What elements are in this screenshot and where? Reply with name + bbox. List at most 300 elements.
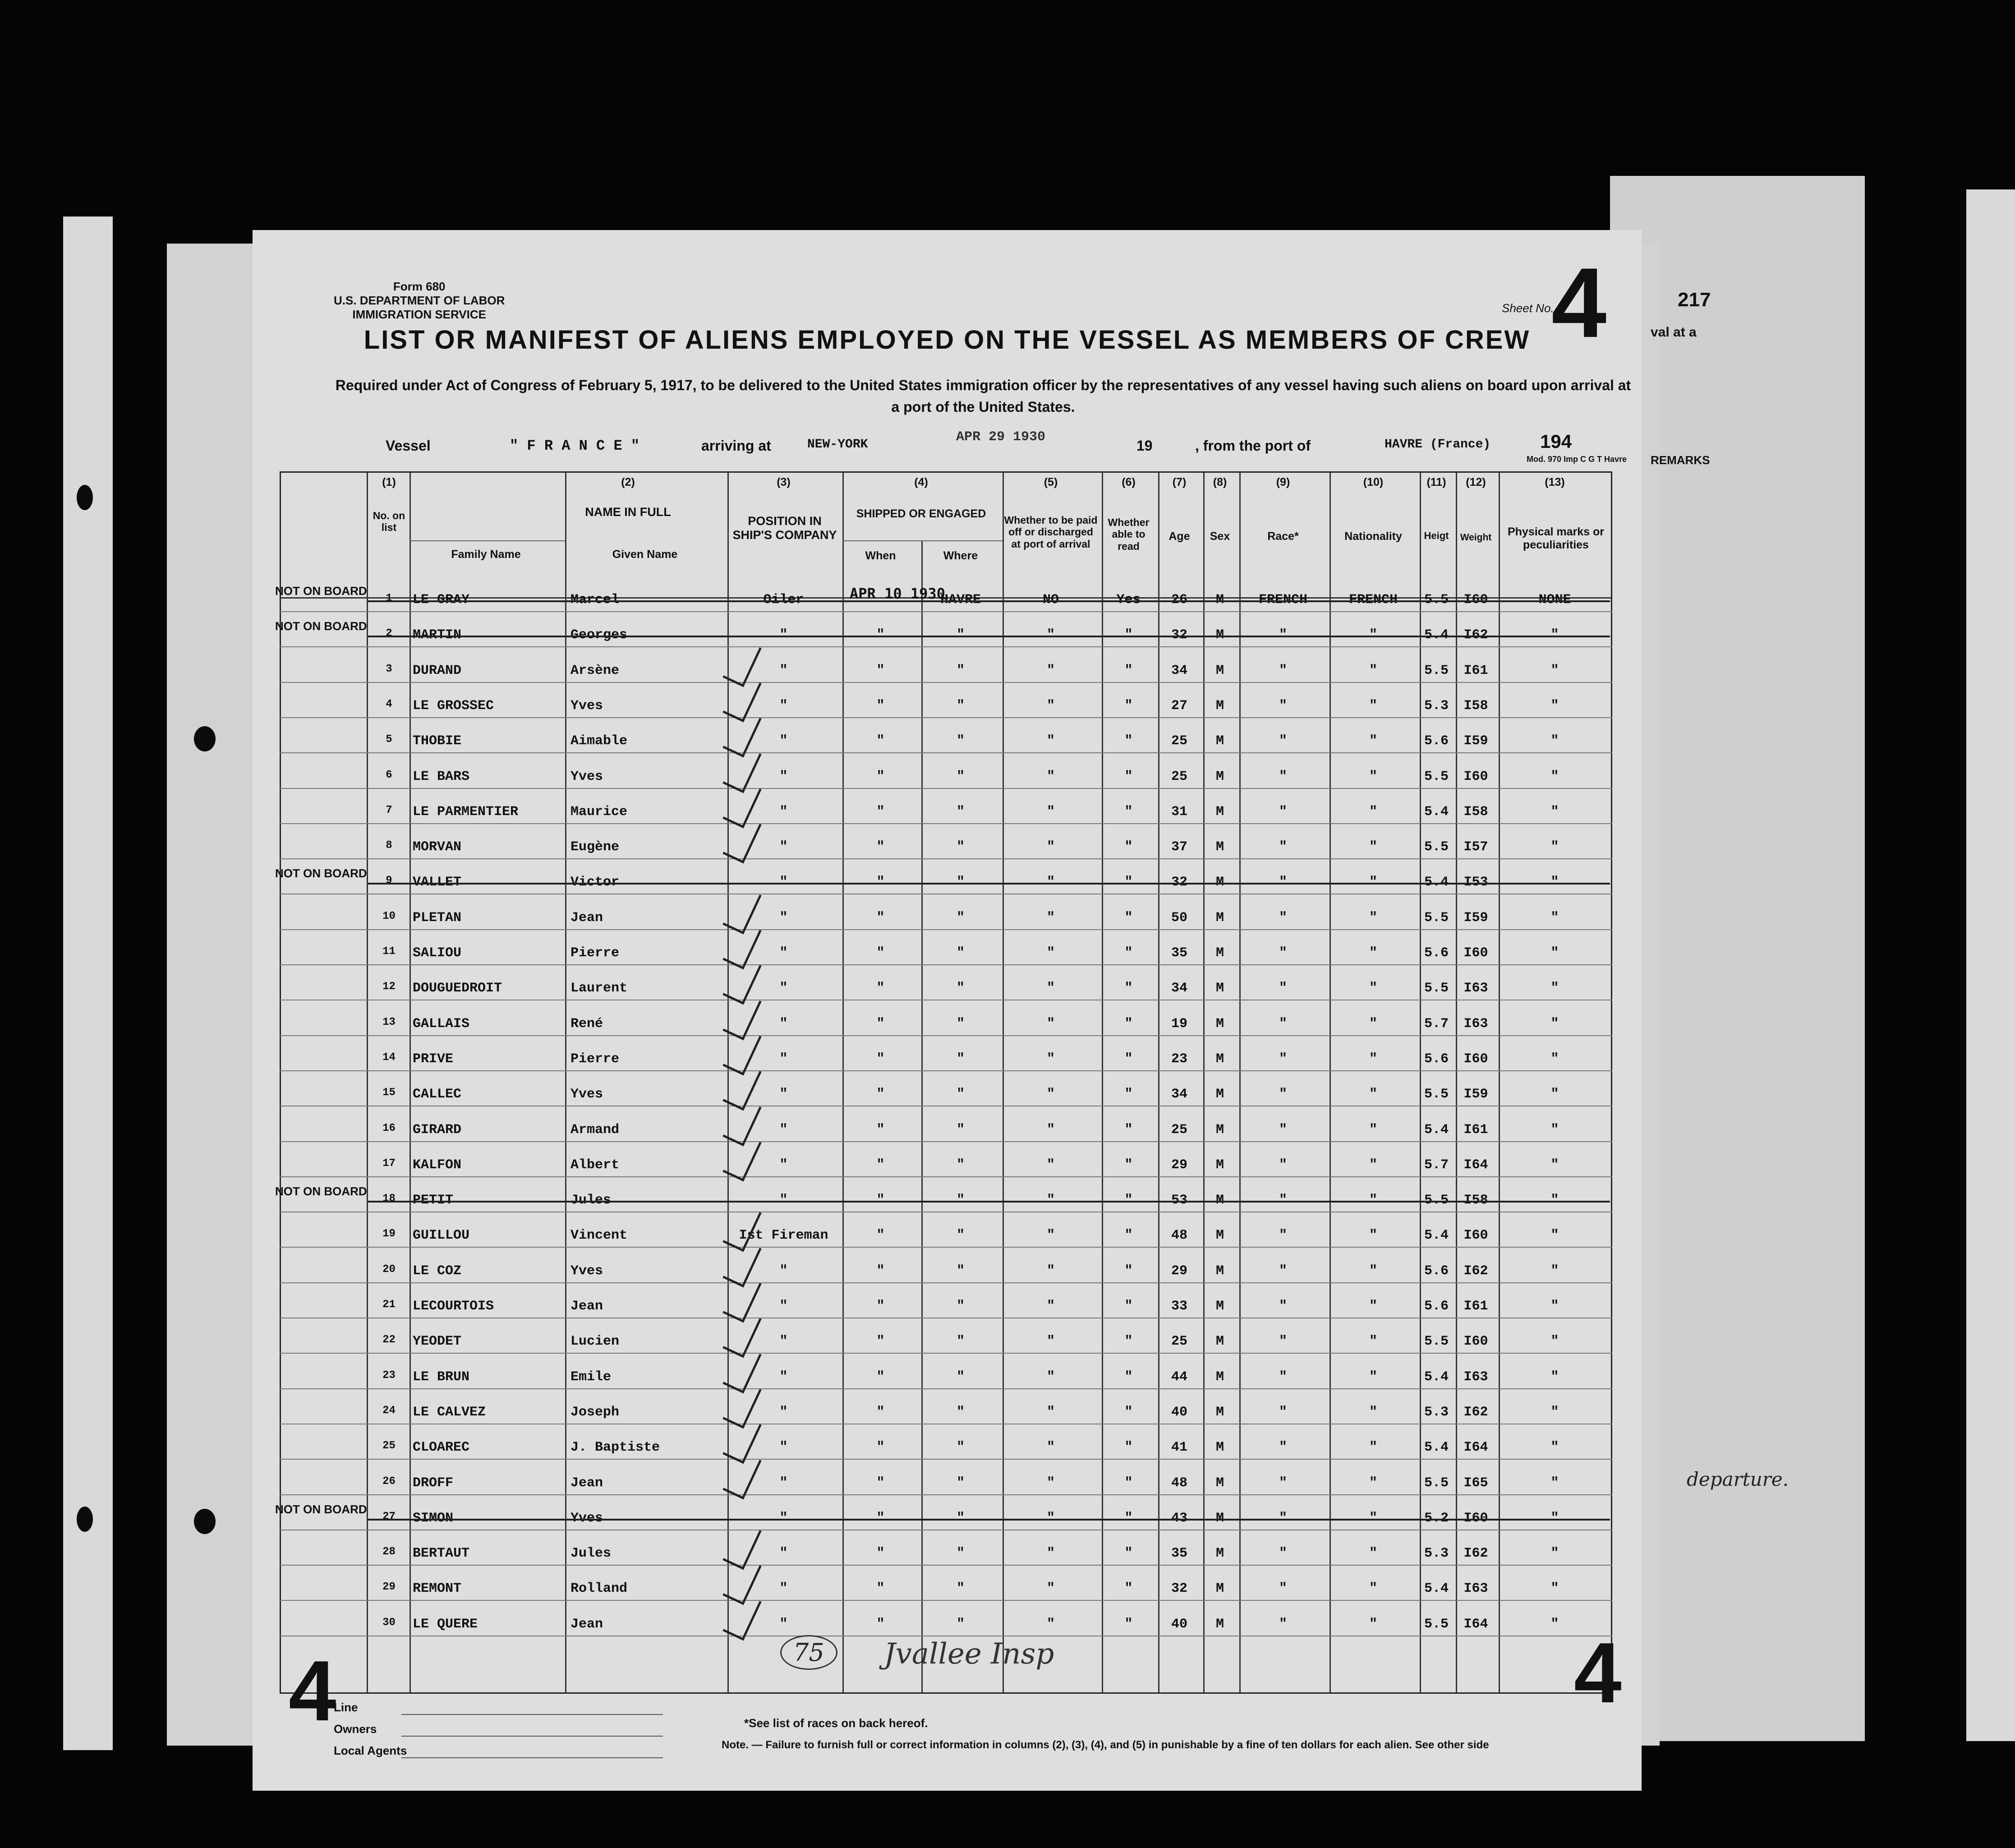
row-rule [280,788,1612,789]
cell-sex: M [1215,945,1224,961]
col8-header: Sex [1210,530,1230,543]
from-port: HAVRE (France) [1385,438,1491,452]
cell-height: 5.5 [1424,592,1449,608]
cell-no: 28 [382,1546,396,1558]
form-id-block [334,280,505,322]
punch-hole [77,485,93,510]
cell-marks: " [1550,945,1559,961]
col8-number: (8) [1213,476,1227,488]
cell-family: LE QUERE [413,1616,478,1632]
row-rule [280,823,1612,824]
cell-marks: " [1550,839,1559,855]
cell-family: DROFF [413,1475,454,1491]
cell-nationality: " [1369,1087,1377,1102]
cell-read: " [1124,1616,1133,1632]
row-rule [280,1353,1612,1354]
cell-read: " [1124,1122,1133,1138]
cell-weight: I58 [1463,804,1488,820]
cell-where: " [956,804,965,820]
cell-race: " [1279,1404,1287,1420]
cell-height: 5.4 [1424,1440,1449,1456]
cell-family: LE CALVEZ [413,1404,486,1420]
cell-nationality: " [1369,945,1377,961]
cell-nationality: " [1369,1404,1377,1420]
cell-position: " [779,1334,788,1350]
col7-number: (7) [1172,476,1187,488]
back-sheet-number: 217 [1678,289,1711,311]
cell-read: " [1124,1404,1133,1420]
cell-read: " [1124,1263,1133,1279]
row-rule [280,717,1612,718]
cell-when: " [876,875,885,890]
cell-no: 1 [386,592,392,604]
not-on-board-note: NOT ON BOARD [275,866,367,880]
cell-weight: I63 [1463,1016,1488,1032]
cell-given: Joseph [570,1404,620,1420]
col6-number: (6) [1122,476,1136,488]
cell-marks: " [1550,910,1559,926]
cell-given: Eugène [570,839,620,855]
not-on-board-note: NOT ON BOARD [275,584,367,598]
cell-read: " [1124,698,1133,714]
cell-paid: " [1046,1051,1055,1067]
cell-no: 12 [382,981,396,993]
cell-read: " [1124,875,1133,890]
cell-when: " [876,663,885,678]
row-rule [280,1459,1612,1460]
cell-where: " [956,875,965,890]
cell-sex: M [1215,1334,1224,1350]
cell-marks: " [1550,1510,1559,1526]
cell-where: " [956,769,965,784]
cell-family: LE GRAY [413,592,470,608]
cell-given: Lucien [570,1334,620,1350]
cell-when: " [876,1122,885,1138]
cell-nationality: " [1369,1334,1377,1350]
cell-nationality: " [1369,733,1377,749]
cell-when: " [876,910,885,926]
cell-paid: " [1046,875,1055,890]
cell-marks: " [1550,804,1559,820]
cell-race: " [1279,1334,1287,1350]
cell-marks: " [1550,1334,1559,1350]
cell-family: KALFON [413,1157,462,1173]
cell-height: 5.6 [1424,945,1449,961]
cell-weight: I63 [1463,981,1488,996]
cell-no: 24 [382,1404,396,1417]
cell-marks: " [1550,1616,1559,1632]
cell-race: " [1279,1475,1287,1491]
big-four-left: 4 [289,1643,336,1739]
when-header: When [865,549,896,562]
cell-weight: I60 [1463,1334,1488,1350]
cell-marks: " [1550,1475,1559,1491]
cell-sex: M [1215,1051,1224,1067]
cell-where: " [956,1051,965,1067]
cell-given: Jean [570,1616,603,1632]
back-sheet-departure: departure. [1687,1468,1789,1490]
cell-when: " [876,1016,885,1032]
strike-through-line [368,883,1610,885]
col11-number: (11) [1426,476,1446,488]
cell-family: THOBIE [413,733,462,749]
cell-family: LE BRUN [413,1369,470,1385]
cell-no: 19 [382,1228,396,1240]
cell-weight: I62 [1463,1263,1488,1279]
cell-no: 23 [382,1369,396,1382]
cell-weight: I63 [1463,1581,1488,1597]
cell-given: Jean [570,910,603,926]
cell-weight: I58 [1463,698,1488,714]
cell-age: 53 [1171,1193,1187,1208]
cell-position: " [779,1016,788,1032]
row-rule [280,646,1612,647]
col12-header: Weight [1460,532,1492,543]
owners-rule [401,1736,663,1737]
cell-given: Rolland [570,1581,628,1597]
cell-height: 5.7 [1424,1016,1449,1032]
cell-position: " [779,981,788,996]
cell-read: " [1124,1016,1133,1032]
cell-position: " [779,1404,788,1420]
cell-no: 11 [382,945,396,958]
col4-header: SHIPPED OR ENGAGED [856,507,986,520]
cell-weight: I64 [1463,1157,1488,1173]
cell-position: " [779,1440,788,1456]
cell-race: " [1279,769,1287,784]
cell-paid: " [1046,1263,1055,1279]
cell-paid: " [1046,910,1055,926]
cell-age: 29 [1171,1263,1187,1279]
cell-when: " [876,1475,885,1491]
cell-nationality: " [1369,1228,1377,1244]
col1-number: (1) [382,476,396,488]
cell-marks: " [1550,1581,1559,1597]
cell-family: PRIVE [413,1051,454,1067]
cell-family: LE BARS [413,769,470,784]
cell-no: 2 [386,627,392,640]
cell-where: " [956,1016,965,1032]
cell-paid: NO [1042,592,1059,608]
row-rule [280,1247,1612,1248]
cell-marks: " [1550,627,1559,643]
arriving-label: arriving at [701,438,771,454]
cell-race: " [1279,733,1287,749]
cell-marks: " [1550,1193,1559,1208]
cell-height: 5.7 [1424,1157,1449,1173]
cell-race: " [1279,1087,1287,1102]
cell-no: 3 [386,663,392,675]
cell-position: " [779,1475,788,1491]
cell-paid: " [1046,1193,1055,1208]
cell-race: " [1279,1263,1287,1279]
cell-no: 13 [382,1016,396,1028]
cell-read: " [1124,1157,1133,1173]
cell-given: Pierre [570,945,620,961]
col2-header: NAME IN FULL [585,505,671,519]
cell-when: " [876,1440,885,1456]
cell-read: " [1124,1510,1133,1526]
cell-sex: M [1215,1299,1224,1314]
cell-marks: " [1550,1016,1559,1032]
arriving-port: NEW-YORK [807,438,868,452]
not-on-board-note: NOT ON BOARD [275,619,367,633]
cell-sex: M [1215,1616,1224,1632]
cell-age: 32 [1171,1581,1187,1597]
cell-height: 5.3 [1424,698,1449,714]
cell-family: PLETAN [413,910,462,926]
cell-no: 15 [382,1087,396,1099]
page-title: LIST OR MANIFEST OF ALIENS EMPLOYED ON THE VESSEL AS MEMBERS OF CREW [363,325,1531,355]
cell-age: 37 [1171,839,1187,855]
strike-through-line [368,1519,1610,1521]
agents-rule [401,1757,663,1758]
cell-where: " [956,839,965,855]
cell-age: 29 [1171,1157,1187,1173]
cell-read: " [1124,910,1133,926]
cell-where: " [956,698,965,714]
cell-marks: " [1550,698,1559,714]
cell-no: 30 [382,1616,396,1629]
col10-header: Nationality [1344,530,1402,543]
cell-paid: " [1046,1299,1055,1314]
cell-position: " [779,733,788,749]
col2-number: (2) [621,476,635,488]
cell-paid: " [1046,1016,1055,1032]
cell-height: 5.5 [1424,663,1449,678]
cell-height: 5.4 [1424,1581,1449,1597]
cell-no: 14 [382,1051,396,1064]
cell-family: CALLEC [413,1087,462,1102]
cell-no: 22 [382,1334,396,1346]
cell-nationality: " [1369,1369,1377,1385]
cell-given: Jules [570,1193,612,1208]
cell-no: 7 [386,804,392,816]
cell-no: 21 [382,1299,396,1311]
cell-weight: I60 [1463,769,1488,784]
cell-weight: I60 [1463,592,1488,608]
cell-paid: " [1046,1122,1055,1138]
cell-age: 19 [1171,1016,1187,1032]
cell-when: " [876,1334,885,1350]
cell-sex: M [1215,1228,1224,1244]
cell-sex: M [1215,1193,1224,1208]
cell-no: 9 [386,875,392,887]
page-number: 194 [1540,431,1572,452]
col5-header: Whether to be paid off or discharged at port of arrival [1004,514,1098,550]
cell-position: " [779,769,788,784]
cell-race: " [1279,1051,1287,1067]
cell-where: " [956,663,965,678]
cell-weight: I53 [1463,875,1488,890]
cell-marks: " [1550,1157,1559,1173]
sheet-number: 4 [1551,247,1607,358]
fine-note: Note. — Failure to furnish full or correct information in columns (2), (3), (4), and (5) in punishable by a fine of ten dollars for each alien. See other side [722,1739,1489,1751]
cell-read: " [1124,627,1133,643]
form-number: Form 680 [393,280,446,293]
cell-age: 34 [1171,1087,1187,1102]
cell-where: " [956,945,965,961]
cell-given: Aimable [570,733,628,749]
cell-weight: I64 [1463,1616,1488,1632]
cell-when: " [876,1299,885,1314]
cell-when: " [876,769,885,784]
cell-nationality: " [1369,1122,1377,1138]
cell-family: LE GROSSEC [413,698,494,714]
cell-sex: M [1215,698,1224,714]
cell-position: " [779,804,788,820]
not-on-board-note: NOT ON BOARD [275,1502,367,1516]
cell-weight: I61 [1463,1299,1488,1314]
cell-age: 35 [1171,1546,1187,1562]
cell-paid: " [1046,1510,1055,1526]
cell-weight: I62 [1463,1404,1488,1420]
cell-family: REMONT [413,1581,462,1597]
cell-sex: M [1215,1263,1224,1279]
cell-nationality: " [1369,1193,1377,1208]
cell-when: " [876,698,885,714]
cell-height: 5.5 [1424,1475,1449,1491]
cell-height: 5.4 [1424,627,1449,643]
cell-weight: I60 [1463,945,1488,961]
cell-marks: " [1550,1299,1559,1314]
col9-header: Race* [1267,530,1299,543]
family-name-header: Family Name [451,548,521,561]
cell-family: DOUGUEDROIT [413,981,502,996]
cell-marks: " [1550,981,1559,996]
cell-weight: I58 [1463,1193,1488,1208]
cell-race: " [1279,1016,1287,1032]
cell-age: 26 [1171,592,1187,608]
cell-weight: I60 [1463,1051,1488,1067]
cell-height: 5.3 [1424,1404,1449,1420]
from-label: , from the port of [1195,438,1311,454]
cell-family: LECOURTOIS [413,1299,494,1314]
cell-when: " [876,1228,885,1244]
cell-race: " [1279,1510,1287,1526]
col7-header: Age [1169,530,1190,543]
cell-family: MARTIN [413,627,462,643]
cell-paid: " [1046,1087,1055,1102]
cell-family: LE COZ [413,1263,462,1279]
cell-position: " [779,1616,788,1632]
cell-where: " [956,1581,965,1597]
cell-when: APR 10 1930 [850,585,945,602]
cell-race: " [1279,1157,1287,1173]
cell-sex: M [1215,1475,1224,1491]
right-film-strip [1966,189,2015,1741]
given-name-header: Given Name [612,548,678,561]
cell-read: " [1124,1087,1133,1102]
punch-hole [77,1507,93,1532]
cell-position: " [779,1546,788,1562]
cell-nationality: " [1369,910,1377,926]
cell-no: 20 [382,1263,396,1276]
cell-no: 26 [382,1475,396,1488]
cell-no: 16 [382,1122,396,1134]
cell-marks: " [1550,1404,1559,1420]
cell-sex: M [1215,910,1224,926]
cell-position: Oiler [763,592,804,608]
cell-when: " [876,1546,885,1562]
cell-family: DURAND [413,663,462,678]
col3-number: (3) [777,476,791,488]
col13-header: Physical marks or peculiarities [1507,525,1604,551]
col10-number: (10) [1363,476,1384,488]
cell-family: VALLET [413,875,462,890]
cell-paid: " [1046,839,1055,855]
cell-weight: I57 [1463,839,1488,855]
cell-weight: I61 [1463,663,1488,678]
cell-marks: " [1550,1087,1559,1102]
cell-where: " [956,1369,965,1385]
cell-marks: " [1550,875,1559,890]
cell-read: " [1124,769,1133,784]
cell-when: " [876,945,885,961]
cell-marks: " [1550,663,1559,678]
cell-age: 50 [1171,910,1187,926]
cell-where: " [956,1475,965,1491]
cell-where: " [956,1157,965,1173]
where-header: Where [943,549,978,562]
cell-when: " [876,804,885,820]
big-four-right: 4 [1574,1625,1622,1721]
strike-through-line [368,636,1610,637]
cell-sex: M [1215,1122,1224,1138]
strike-through-line [368,600,1610,602]
cell-weight: I64 [1463,1440,1488,1456]
cell-weight: I59 [1463,1087,1488,1102]
cell-race: " [1279,910,1287,926]
cell-when: " [876,1087,885,1102]
cell-race: " [1279,1193,1287,1208]
back-sheet-partial: val at a [1651,325,1697,340]
cell-height: 5.6 [1424,733,1449,749]
arrival-stamp: APR 29 1930 [956,429,1046,445]
cell-height: 5.6 [1424,1263,1449,1279]
cell-given: Yves [570,769,603,784]
cell-race: " [1279,1616,1287,1632]
cell-no: 5 [386,733,392,746]
cell-height: 5.4 [1424,1122,1449,1138]
cell-read: " [1124,663,1133,678]
cell-given: Yves [570,698,603,714]
cell-age: 48 [1171,1475,1187,1491]
back-sheet-remarks: REMARKS [1651,453,1710,467]
cell-age: 44 [1171,1369,1187,1385]
row-rule [280,964,1612,965]
cell-family: GIRARD [413,1122,462,1138]
cell-where: HAVRE [940,592,981,608]
service: IMMIGRATION SERVICE [352,308,487,322]
department: U.S. DEPARTMENT OF LABOR [334,294,505,308]
cell-nationality: " [1369,1299,1377,1314]
cell-no: 25 [382,1440,396,1452]
cell-paid: " [1046,945,1055,961]
cell-given: Yves [570,1087,603,1102]
cell-no: 4 [386,698,392,710]
row-rule [280,752,1612,753]
cell-given: Arsène [570,663,620,678]
cell-position: " [779,1122,788,1138]
cell-read: " [1124,981,1133,996]
row-rule [280,858,1612,859]
cell-weight: I60 [1463,1510,1488,1526]
cell-height: 5.2 [1424,1510,1449,1526]
cell-race: " [1279,1581,1287,1597]
line-rule [401,1714,663,1715]
cell-family: GUILLOU [413,1228,470,1244]
